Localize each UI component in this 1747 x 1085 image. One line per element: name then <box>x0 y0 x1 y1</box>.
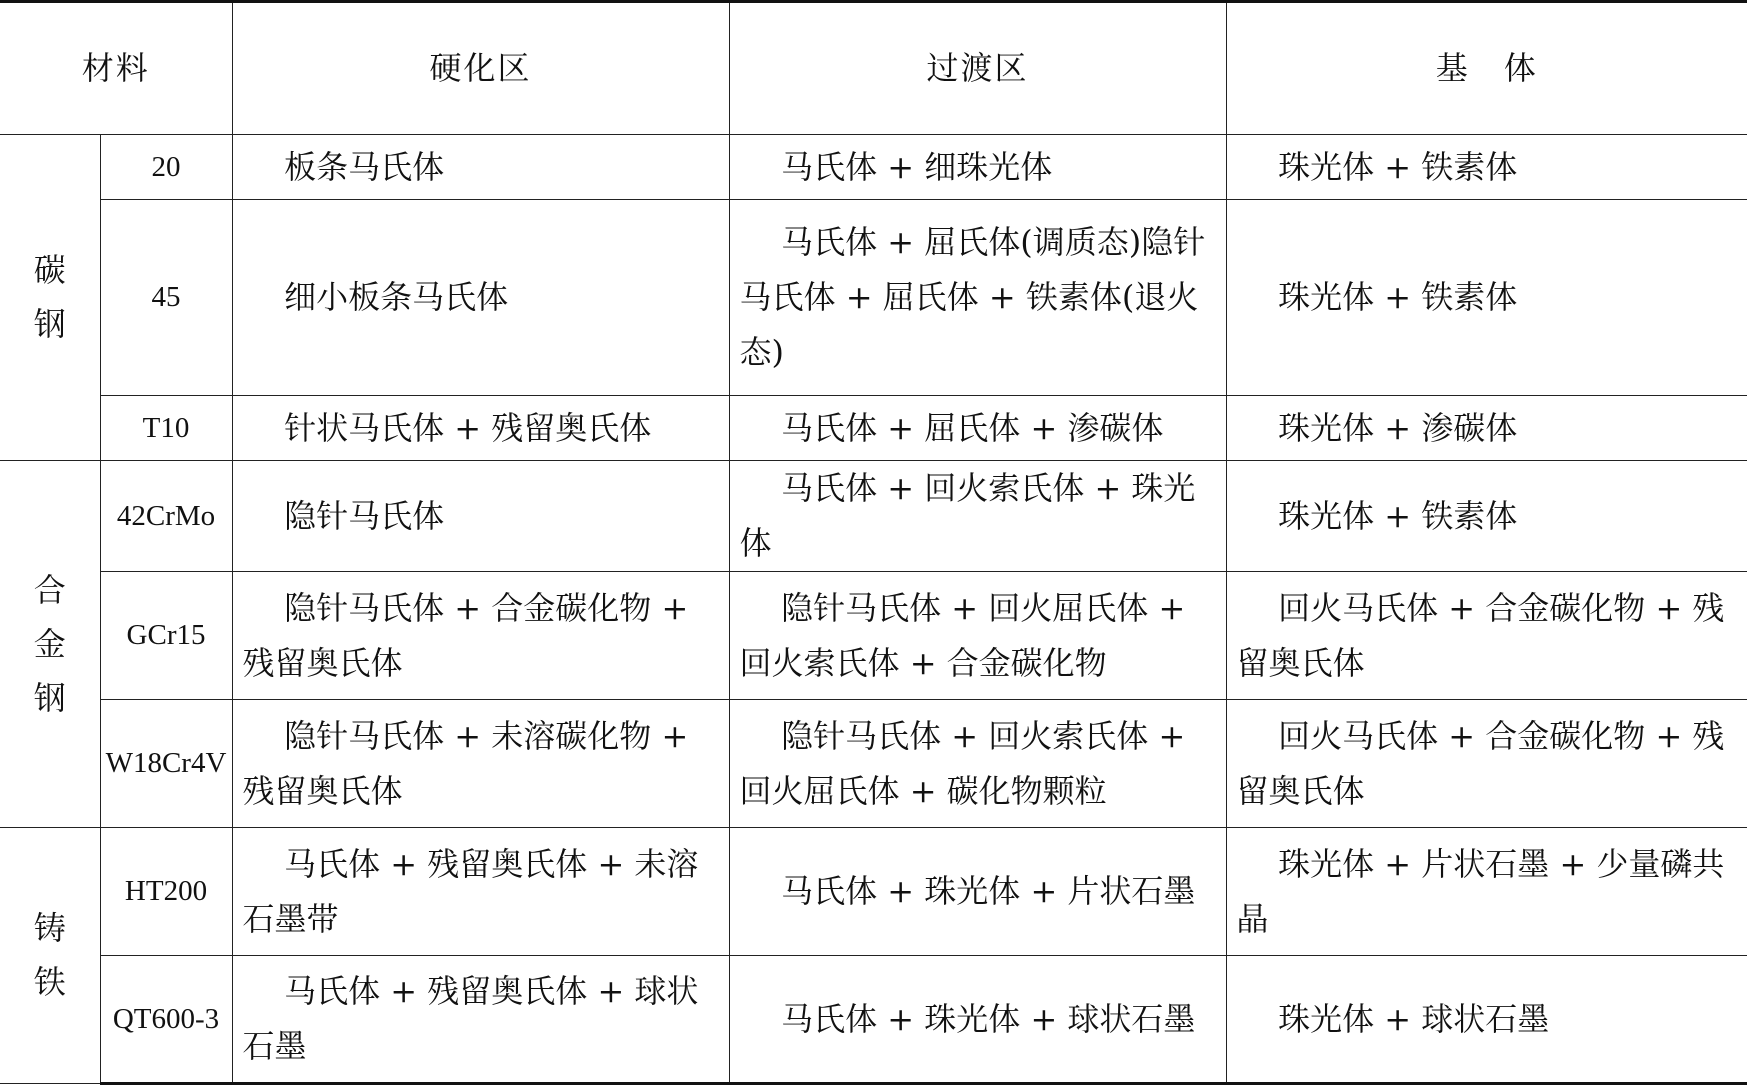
table-row <box>0 700 1747 828</box>
matrix-cell: 珠光体 + 铁素体 <box>1226 461 1747 572</box>
grade-cell: T10 <box>100 396 232 461</box>
grade-cell: 20 <box>100 135 232 200</box>
grade-cell: 45 <box>100 200 232 396</box>
table-row <box>0 396 1747 461</box>
matrix-cell: 珠光体 + 铁素体 <box>1226 200 1747 396</box>
group-alloy-steel: 合金钢 <box>0 461 100 828</box>
transition-cell: 马氏体 + 回火索氏体 + 珠光体 <box>729 461 1226 572</box>
transition-cell: 隐针马氏体 + 回火屈氏体 + 回火索氏体 + 合金碳化物 <box>729 572 1226 700</box>
transition-cell: 马氏体 + 屈氏体(调质态)隐针马氏体 + 屈氏体 + 铁素体(退火态) <box>729 200 1226 396</box>
matrix-cell: 珠光体 + 铁素体 <box>1226 135 1747 200</box>
transition-cell: 马氏体 + 珠光体 + 球状石墨 <box>729 956 1226 1084</box>
header-material: 材料 <box>0 2 232 135</box>
hardened-cell: 细小板条马氏体 <box>232 200 729 396</box>
grade-cell: GCr15 <box>100 572 232 700</box>
transition-cell: 马氏体 + 细珠光体 <box>729 135 1226 200</box>
hardened-cell: 板条马氏体 <box>232 135 729 200</box>
hardened-cell: 隐针马氏体 <box>232 461 729 572</box>
group-carbon-steel: 碳钢 <box>0 135 100 461</box>
transition-cell: 隐针马氏体 + 回火索氏体 + 回火屈氏体 + 碳化物颗粒 <box>729 700 1226 828</box>
table-row <box>0 461 1747 572</box>
header-matrix: 基 体 <box>1226 2 1747 135</box>
hardened-cell: 隐针马氏体 + 未溶碳化物 + 残留奥氏体 <box>232 700 729 828</box>
group-cast-iron: 铸铁 <box>0 828 100 1084</box>
grade-cell: HT200 <box>100 828 232 956</box>
matrix-cell: 珠光体 + 渗碳体 <box>1226 396 1747 461</box>
grade-cell: QT600-3 <box>100 956 232 1084</box>
hardened-cell: 隐针马氏体 + 合金碳化物 + 残留奥氏体 <box>232 572 729 700</box>
table-row <box>0 828 1747 956</box>
grade-cell: W18Cr4V <box>100 700 232 828</box>
matrix-cell: 回火马氏体 + 合金碳化物 + 残留奥氏体 <box>1226 700 1747 828</box>
matrix-cell: 回火马氏体 + 合金碳化物 + 残留奥氏体 <box>1226 572 1747 700</box>
transition-cell: 马氏体 + 屈氏体 + 渗碳体 <box>729 396 1226 461</box>
hardened-cell: 针状马氏体 + 残留奥氏体 <box>232 396 729 461</box>
grade-cell: 42CrMo <box>100 461 232 572</box>
matrix-cell: 珠光体 + 球状石墨 <box>1226 956 1747 1084</box>
header-transition-zone: 过渡区 <box>729 2 1226 135</box>
table-row <box>0 135 1747 200</box>
header-row <box>0 2 1747 135</box>
table-row <box>0 200 1747 396</box>
matrix-cell: 珠光体 + 片状石墨 + 少量磷共晶 <box>1226 828 1747 956</box>
transition-cell: 马氏体 + 珠光体 + 片状石墨 <box>729 828 1226 956</box>
table-row <box>0 572 1747 700</box>
table-row <box>0 956 1747 1084</box>
header-hardened-zone: 硬化区 <box>232 2 729 135</box>
hardened-cell: 马氏体 + 残留奥氏体 + 球状石墨 <box>232 956 729 1084</box>
hardened-cell: 马氏体 + 残留奥氏体 + 未溶石墨带 <box>232 828 729 956</box>
